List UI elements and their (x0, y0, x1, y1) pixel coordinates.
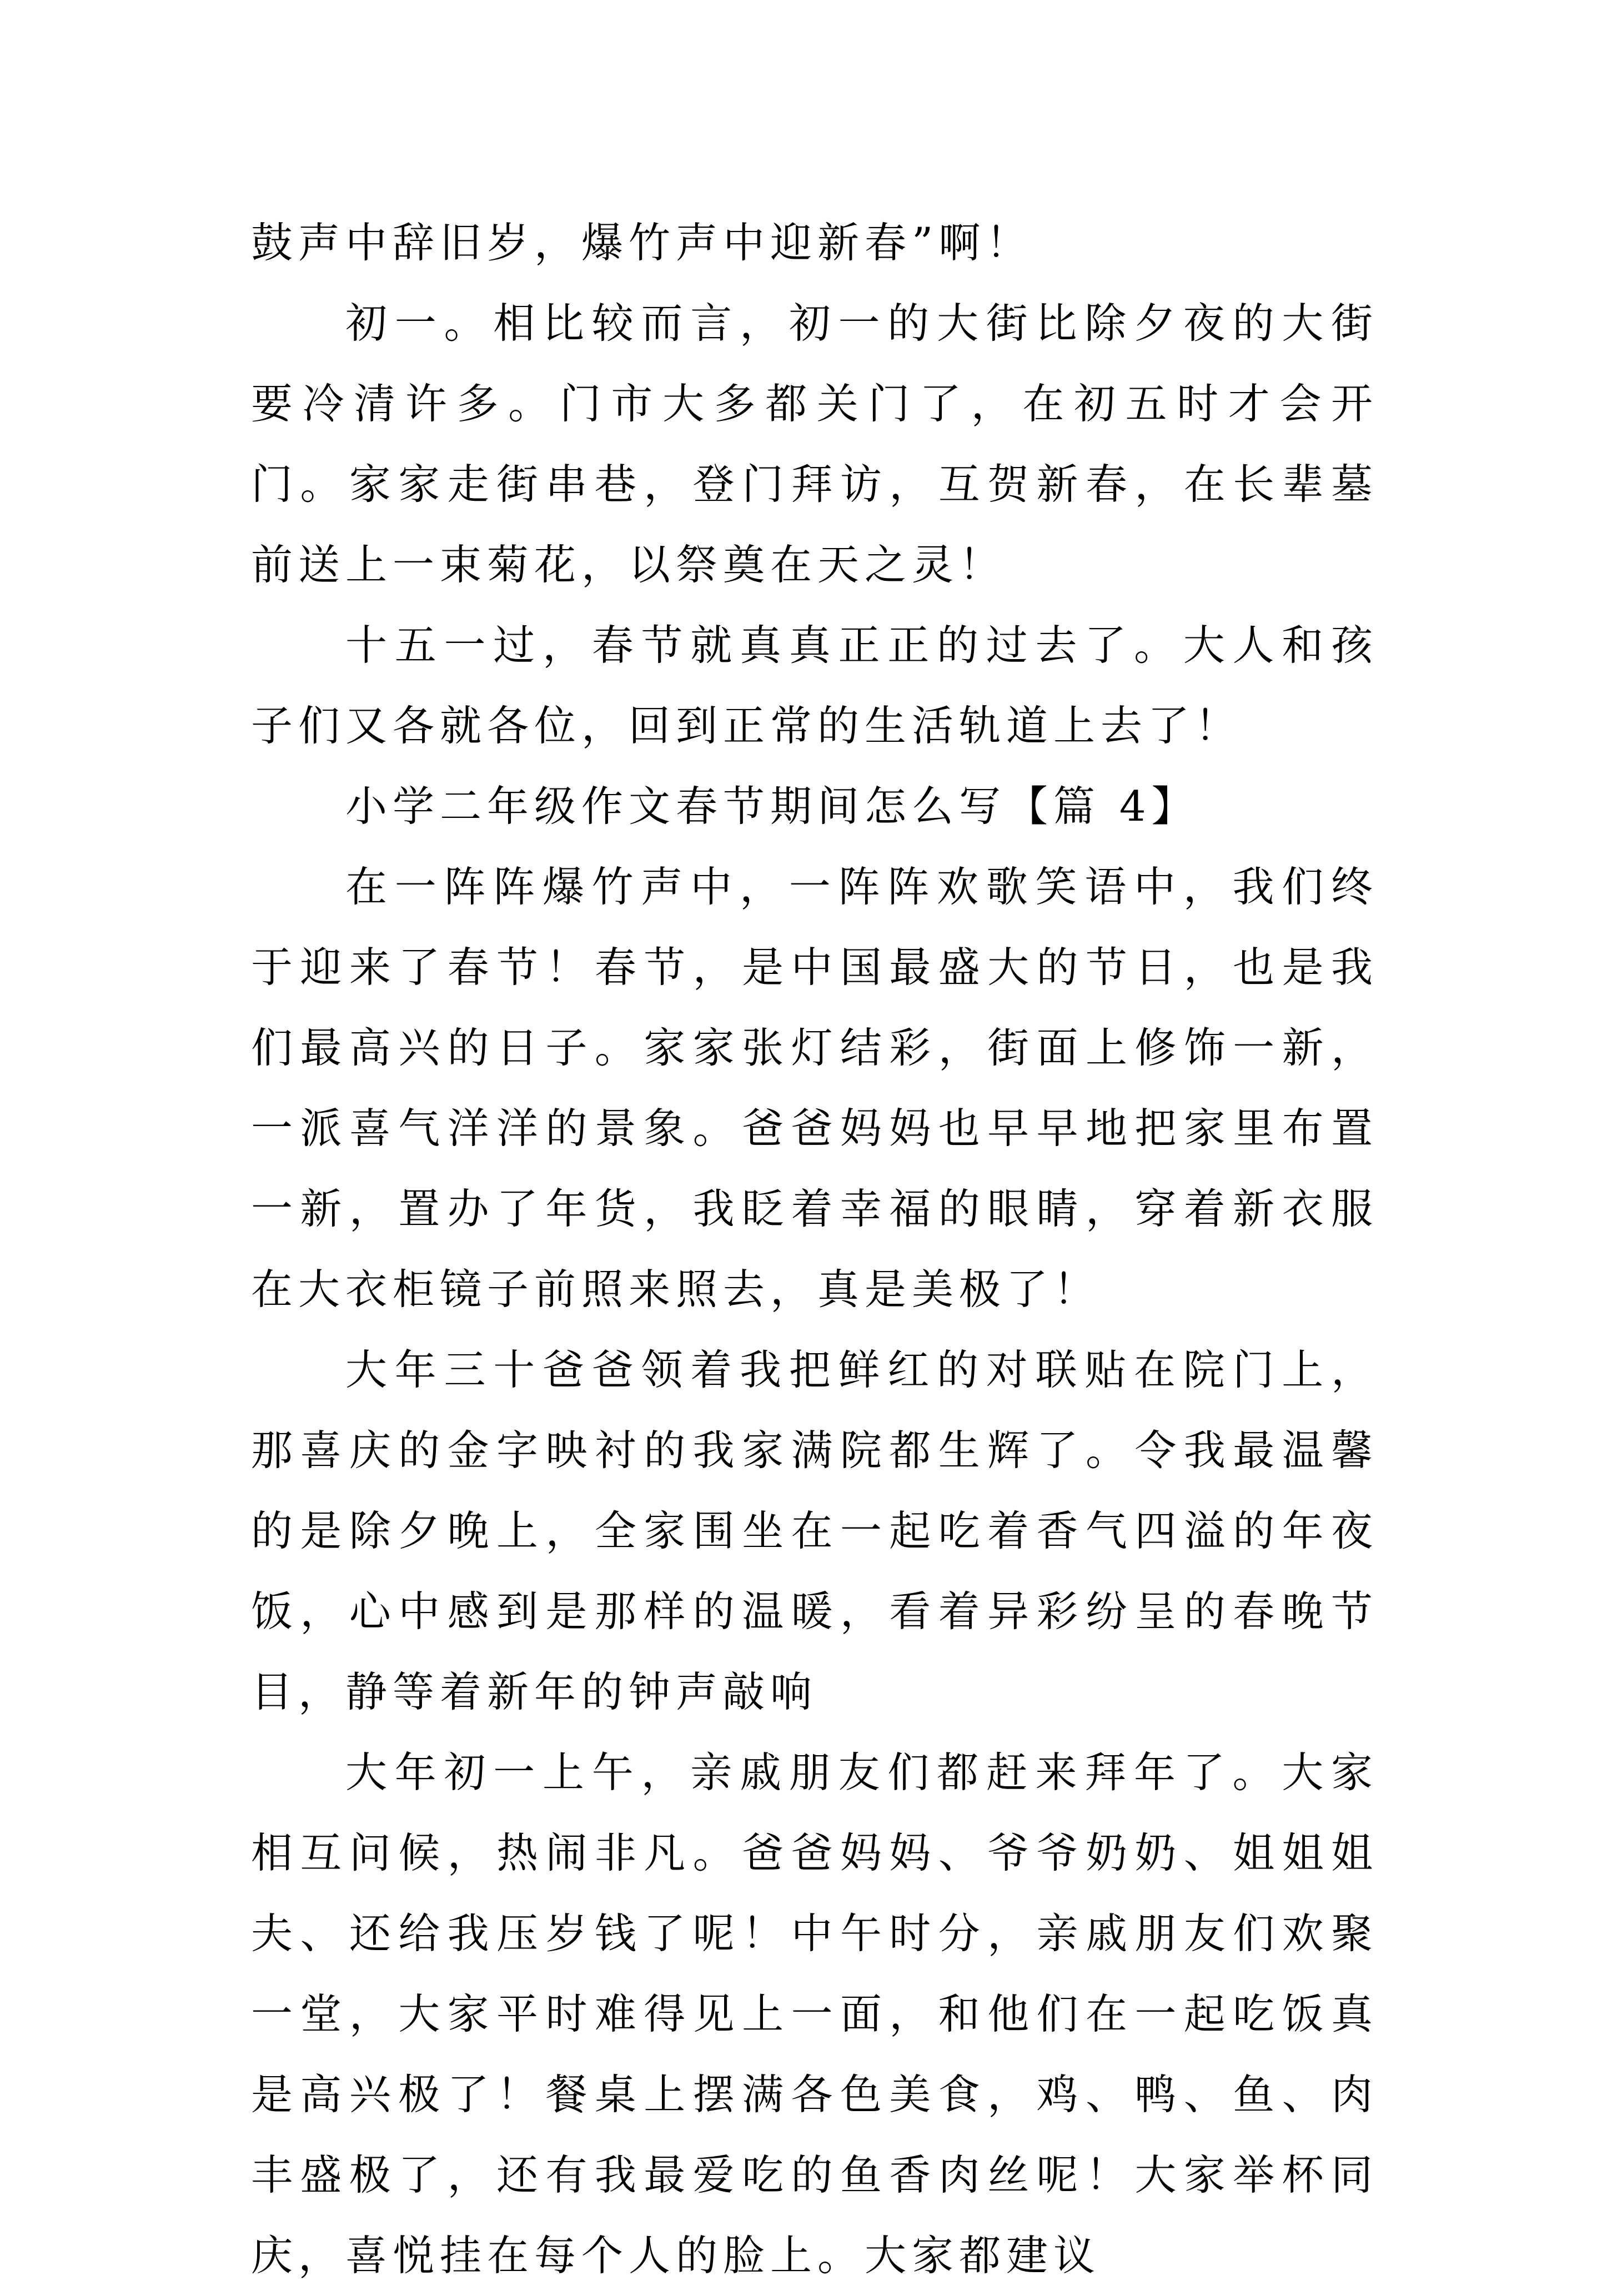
paragraph-new-year-day: 初一。相比较而言，初一的大街比除夕夜的大街要冷清许多。门市大多都关门了，在初五时才会开门。家家走街串巷，登门拜访，互贺新春，在长辈墓前送上一束菊花，以祭奠在天之灵！ (251, 299, 1378, 589)
section-heading: 小学二年级作文春节期间怎么写【篇 4】 (345, 782, 1199, 831)
paragraph-continued: 鼓声中辞旧岁，爆竹声中迎新春”啊！ (251, 218, 1033, 267)
paragraph-lantern-festival: 十五一过，春节就真真正正的过去了。大人和孩子们又各就各位，回到正常的生活轨道上去了！ (251, 621, 1378, 750)
paragraph-spring-festival-intro: 在一阵阵爆竹声中，一阵阵欢歌笑语中，我们终于迎来了春节！春节，是中国最盛大的节日，也是我们最高兴的日子。家家张灯结彩，街面上修饰一新，一派喜气洋洋的景象。爸爸妈妈也早早地把家里布置一新，置办了年货，我眨着幸福的眼睛，穿着新衣服在大衣柜镜子前照来照去，真是美极了！ (251, 862, 1378, 1314)
paragraph-first-day-visits: 大年初一上午，亲戚朋友们都赶来拜年了。大家相互问候，热闹非凡。爸爸妈妈、爷爷奶奶、姐姐姐夫、还给我压岁钱了呢！中午时分，亲戚朋友们欢聚一堂，大家平时难得见上一面，和他们在一起吃饭真是高兴极了！餐桌上摆满各色美食，鸡、鸭、鱼、肉丰盛极了，还有我最爱吃的鱼香肉丝呢！大家举杯同庆，喜悦挂在每个人的脸上。大家都建议 (251, 1748, 1378, 2280)
body-text (251, 203, 1378, 2296)
paragraph-new-years-eve: 大年三十爸爸领着我把鲜红的对联贴在院门上，那喜庆的金字映衬的我家满院都生辉了。令我最温馨的是除夕晚上，全家围坐在一起吃着香气四溢的年夜饭，心中感到是那样的温暖，看着异彩纷呈的春晚节目，静等着新年的钟声敲响 (251, 1345, 1378, 1716)
